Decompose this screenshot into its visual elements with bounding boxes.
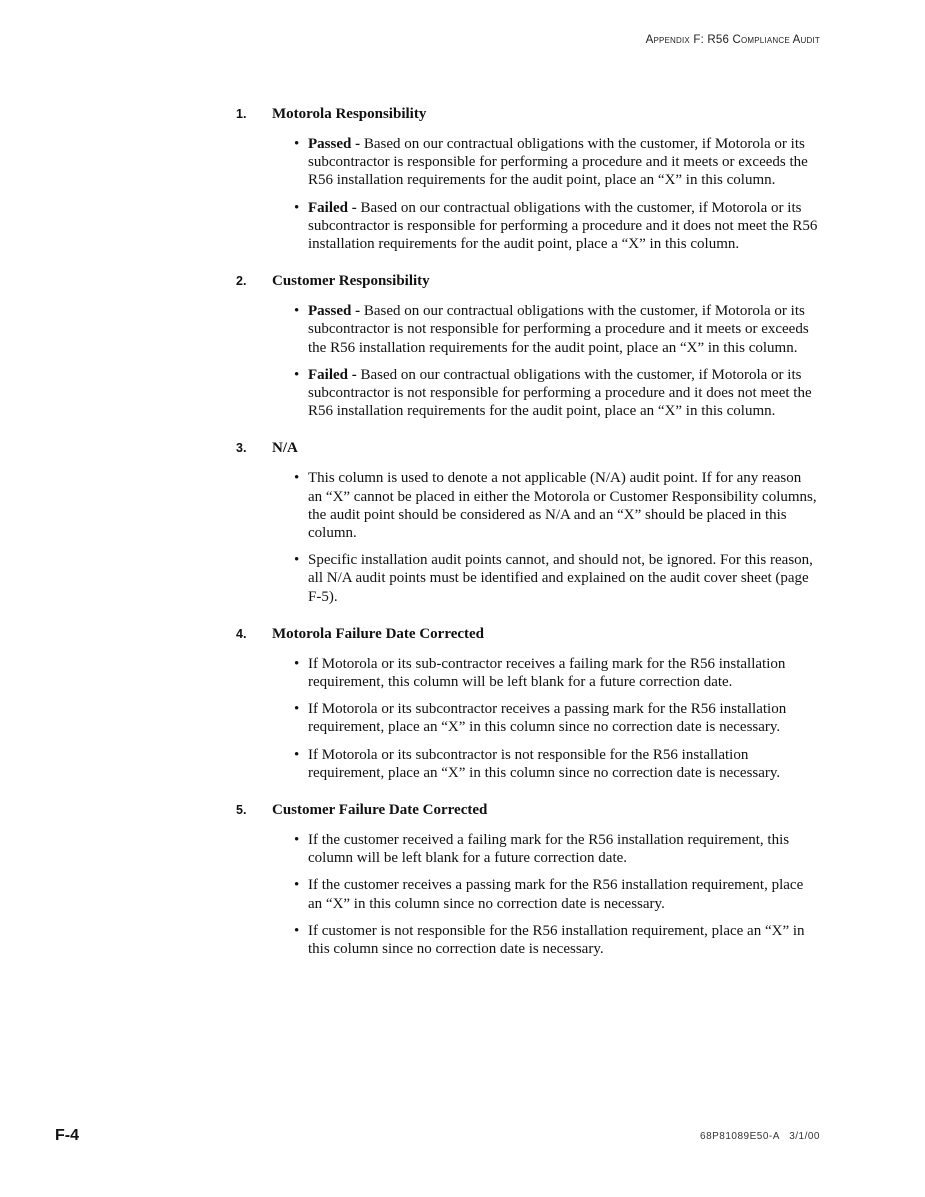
section-number: 1.	[236, 107, 247, 121]
section-title: Motorola Failure Date Corrected	[272, 625, 485, 642]
bullet-text: If Motorola or its subcontractor is not responsible for the R56 installation requirement, place an “X” in this column since no correction date is necessary.	[308, 746, 781, 781]
list-item	[294, 922, 818, 958]
bullet-text: If Motorola or its sub-contractor receives a failing mark for the R56 installation requirement, this column will be left blank for a future correction date.	[308, 655, 786, 691]
bullet-icon: •	[294, 366, 300, 383]
list-item	[294, 469, 818, 542]
list-item	[294, 700, 818, 736]
list-item	[294, 746, 818, 782]
section-number: 5.	[236, 803, 247, 818]
bullet-icon: •	[294, 199, 300, 216]
section-customer-failure-date	[236, 802, 818, 958]
document-body	[236, 106, 818, 978]
list-item	[294, 135, 818, 190]
bullet-text: Based on our contractual obligations with the customer, if Motorola or its subcontractor is responsible for performing a procedure and it does not meet the R56 installation requirements for the audit point, place a “X” in this column.	[308, 199, 818, 253]
section-title: Customer Failure Date Corrected	[272, 802, 488, 819]
bullet-icon: •	[294, 746, 300, 763]
running-header: Appendix F: R56 Compliance Audit	[645, 34, 820, 46]
bullet-text: Based on our contractual obligations with the customer, if Motorola or its subcontractor is not responsible for performing a procedure and it meets or exceeds the R56 installation requirements for the audit point, place an “X” in this column.	[308, 303, 809, 356]
bullet-icon: •	[294, 655, 300, 672]
list-item	[294, 199, 818, 254]
bullet-text: This column is used to denote a not applicable (N/A) audit point. If for any reason an “X” cannot be placed in either the Motorola or Customer Responsibility columns, the audit point should be considered as N/A and an “X” should be placed in this column.	[308, 470, 817, 542]
bullet-icon: •	[294, 303, 300, 320]
section-na	[236, 440, 818, 605]
section-motorola-responsibility	[236, 106, 818, 253]
list-item	[294, 831, 818, 867]
bullet-text: If the customer receives a passing mark for the R56 installation requirement, place an “X” in this column since no correction date is necessary.	[308, 877, 804, 912]
list-item	[294, 655, 818, 691]
list-item	[294, 366, 818, 421]
bullet-icon: •	[294, 552, 300, 569]
bullet-lead: Passed -	[308, 136, 361, 152]
bullet-icon: •	[294, 877, 300, 894]
bullet-text: If Motorola or its subcontractor receives a passing mark for the R56 installation requirement, place an “X” in this column since no correction date is necessary.	[308, 701, 787, 736]
bullet-lead: Failed -	[308, 199, 357, 216]
list-item	[294, 302, 818, 357]
section-title: N/A	[272, 440, 298, 457]
list-item	[294, 876, 818, 912]
section-title: Customer Responsibility	[272, 273, 430, 290]
bullet-icon: •	[294, 832, 300, 849]
bullet-icon: •	[294, 701, 300, 718]
bullet-lead: Passed -	[308, 303, 361, 320]
section-number: 2.	[236, 274, 247, 289]
bullet-text: If customer is not responsible for the R56 installation requirement, place an “X” in this column since no correction date is necessary.	[308, 922, 805, 958]
section-title: Motorola Responsibility	[272, 106, 427, 122]
bullet-text: Based on our contractual obligations with the customer, if Motorola or its subcontractor is responsible for performing a procedure and it meets or exceeds the R56 installation requirements for the audit point, place an “X” in this column.	[308, 136, 808, 189]
page-number: F-4	[55, 1127, 79, 1144]
bullet-icon: •	[294, 136, 300, 152]
section-number: 4.	[236, 626, 247, 641]
section-number: 3.	[236, 441, 247, 456]
bullet-text: Specific installation audit points cannot, and should not, be ignored. For this reason, all N/A audit points must be identified and explained on the audit cover sheet (page F-5).	[308, 552, 813, 605]
section-customer-responsibility	[236, 273, 818, 420]
bullet-icon: •	[294, 922, 300, 939]
document-id: 68P81089E50-A 3/1/00	[700, 1131, 820, 1142]
bullet-icon: •	[294, 470, 300, 487]
bullet-lead: Failed -	[308, 366, 357, 383]
bullet-text: Based on our contractual obligations with the customer, if Motorola or its subcontractor is not responsible for performing a procedure and it does not meet the R56 installation requirements for the audit point, place an “X” in this column.	[308, 366, 812, 420]
bullet-text: If the customer received a failing mark for the R56 installation requirement, this column will be left blank for a future correction date.	[308, 832, 790, 867]
list-item	[294, 551, 818, 606]
section-motorola-failure-date	[236, 626, 818, 782]
